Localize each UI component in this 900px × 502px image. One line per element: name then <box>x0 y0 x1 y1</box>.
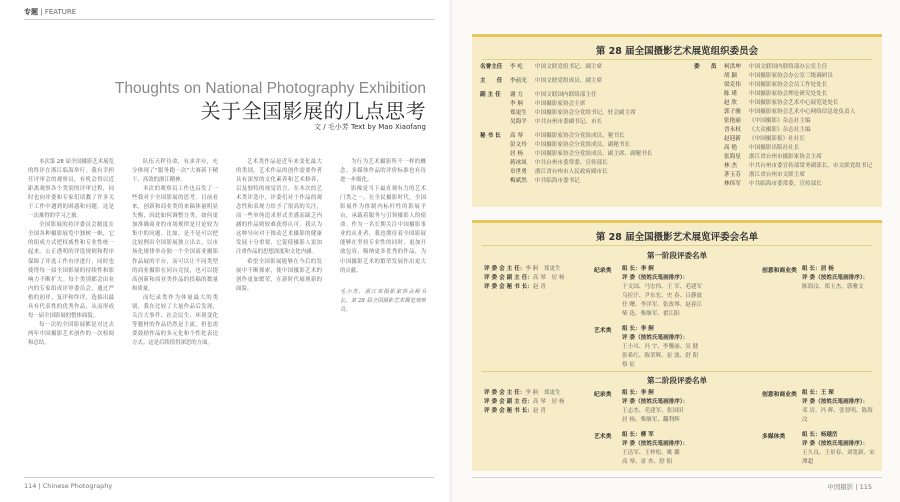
member-title: 中国摄影家协会理论研究处处长 <box>749 91 828 97</box>
member-title: 中国文联党组成员、副主席 <box>535 78 603 84</box>
jury-line: 柴 选、柴继军、翟江阳 <box>622 311 680 317</box>
committee-row <box>694 90 872 99</box>
stage-one-creative <box>802 265 878 292</box>
jury-officer-row <box>484 398 582 407</box>
member-name: 居 杨 <box>510 151 523 157</box>
paragraph: 影像是当下最直观有力的艺术门类之一。在全民摄影时代，全国影展作为体制内标杆性的影展平台，承载着服务与引领摄影人的使命。作为一名长期关注中国摄影事业的从业者，我也期待着全国影展能够在坚持专业性的同时，更加开放包容，吸纳更多优秀的作品，为中国摄影艺术的繁荣发展作出更大的贡献。 <box>340 186 426 274</box>
jury-line: 任 曙、李洋军、张改琴、赵春江 <box>622 302 703 308</box>
member-title: 《中国摄影报》社社长 <box>749 136 805 142</box>
member-name: 茅玉芬 <box>724 172 741 178</box>
magazine-name: 中国摄影 <box>827 483 854 491</box>
committee-row <box>694 117 872 126</box>
section-separator: | <box>38 8 45 16</box>
committee-role <box>480 109 510 118</box>
member-name: 郑更生 <box>510 110 527 116</box>
stage-one-documentary <box>622 265 732 319</box>
committee-role: 秘 书 长 <box>480 133 501 139</box>
jury-line: 评 委（按姓氏笔画排序）： <box>802 399 869 405</box>
officer-names: 高 琴 居 杨 <box>532 399 565 405</box>
member-name: 李 屹 <box>510 64 523 70</box>
jury-officer-row <box>484 389 582 398</box>
paragraph: 全国影展的持评委员会制度在全国各种摄影展览中独树一帜，它的组成方式把权威性和专业性统一起来。公正透明的评选规则和程序保障了评选工作有序进行，同时也使得每一届全国影展的持续性和影响力不断扩大。每个类别都会由业内的专家组成评审委员会，通过严格的初评、复评和终评，选拔出最具有代表性的优秀作品，从而形成每一届全国影展的整体面貌。 <box>28 222 114 319</box>
section-label: 专题 <box>24 8 38 16</box>
member-title: 中共临海市委书记 <box>535 178 580 184</box>
committee-role: 副 主 任 <box>480 92 501 98</box>
committee-row <box>694 72 872 81</box>
officer-names: 赵 青 <box>532 408 546 414</box>
member-title: 浙江省台州市摄影家协会主席 <box>749 154 822 160</box>
committee-row <box>694 126 872 135</box>
jury-panel <box>472 220 882 471</box>
committee-row <box>480 91 652 100</box>
page-number: 115 <box>859 483 872 491</box>
article-title-chinese: 关于全国影展的几点思考 <box>200 99 426 123</box>
committee-role <box>694 180 724 189</box>
member-title: 浙江省台州市文联主席 <box>749 172 805 178</box>
member-title: 中国文联国内联络部办公室主任 <box>749 64 828 70</box>
jury-line: 组 长：杨越峦 <box>802 432 838 438</box>
committee-role <box>480 150 510 159</box>
member-name: 赵迎新 <box>724 136 741 142</box>
member-name: 晋永权 <box>724 127 741 133</box>
officer-role: 评 委 会 主 任： <box>484 390 526 396</box>
stage-one-heading: 第一阶段评委名单 <box>647 251 707 260</box>
committee-leaders <box>480 63 652 186</box>
member-title: 中共台州市委宣传部常务副部长、市文联党组书记 <box>749 163 873 169</box>
committee-row <box>694 81 872 90</box>
jury-line: 王达军、王梓松、姚 璐 <box>622 450 680 456</box>
jury-line: 评 委（按姓氏笔画排序）： <box>622 335 689 341</box>
jury-line: 评 委（按姓氏笔画排序）： <box>802 275 869 281</box>
member-name: 蒋冰凤 <box>510 160 527 166</box>
committee-row <box>694 135 872 144</box>
officer-role: 评 委 会 秘 书 长： <box>484 284 533 290</box>
footer-right: 中国摄影 | 115 <box>827 483 872 491</box>
magazine-name: Chinese Photography <box>42 482 113 490</box>
member-name: 陈 瑾 <box>724 91 737 97</box>
committee-role <box>480 168 510 177</box>
member-name: 章世勇 <box>510 169 527 175</box>
committee-row <box>480 150 652 159</box>
committee-role: 名誉主任 <box>480 64 503 70</box>
paragraph: 队伍天秤待命，有求并应，充分体现了“服务跑一次”大赛新下精干、高效的浙江精神。 <box>132 159 218 184</box>
committee-row <box>694 171 872 180</box>
member-title: 中国摄影家协会分党组成员、副主席、副秘书长 <box>535 151 653 157</box>
stage-one-officers <box>484 265 582 292</box>
author-note: 毛小芳，浙江省摄影家协会秘书长，第 28 届全国摄影艺术展览观察员。 <box>340 288 426 313</box>
jury-line: 王志杰、毛建军、张国田 <box>622 408 684 414</box>
paragraph: 希望全国影展能够在今后的发展中不断探索，使中国摄影艺术的创作更加繁荣，在新时代展现新的面貌。 <box>236 258 322 292</box>
jury-line: 评 委（按姓氏笔画排序）： <box>622 441 689 447</box>
paragraph: 艺术类作品是近年来变化最大的类别。艺术作品的创作需要作者具有深厚的文化素养和艺术修养，以及独特的视觉语言。在本次的艺术类评选中，评委们对于作品的观念性和表现力给予了很高的关注，而一些单纯追求形式美感而缺乏内涵的作品则较难获得认可。我认为这种导向对于推动艺术摄影的健康发展十分重要，它促使摄影人更加注重作品的思想深度和文化内涵。 <box>236 159 322 256</box>
stage-two-creative <box>802 389 878 425</box>
jury-line: 评 委（按姓氏笔画排序）： <box>622 275 689 281</box>
jury-line: 评 委（按姓氏笔画排序）： <box>802 441 869 447</box>
section-header <box>24 7 76 17</box>
category-label: 创意和商业类 <box>762 268 797 274</box>
member-name: 李前光 <box>510 78 527 84</box>
paragraph: 本次第 28 届全国摄影艺术展览的终评在浙江临海举行。我有幸担任评审会的观察员，有机会得以近距离观察各个类别的评审过程，同时也向评委和专家们请教了许多关于工作中遇到的困惑和问题。这是一次难得的学习之旅。 <box>28 159 114 220</box>
organizing-committee-panel <box>472 34 882 207</box>
jury-line: 组 长：柳 军 <box>622 432 654 438</box>
committee-role <box>480 118 510 127</box>
member-name: 张海星 <box>724 154 741 160</box>
committee-row <box>694 108 872 117</box>
member-name: 林 杰 <box>724 163 737 169</box>
committee-row <box>694 63 872 72</box>
member-title: 《中国摄影》杂志社主编 <box>749 118 811 124</box>
jury-line: 组 长：李 舸 <box>622 326 654 332</box>
byline: 文 / 毛小芳 Text by Mao Xiaofang <box>313 123 426 131</box>
committee-role <box>694 117 724 126</box>
committee-row <box>694 180 872 189</box>
committee-role <box>694 126 724 135</box>
jury-officer-row <box>484 407 582 416</box>
member-title: 中国文联国内联络部主任 <box>535 92 597 98</box>
member-title: 中共临海市委常委、宣传部长 <box>749 181 822 187</box>
article-column-1 <box>28 158 114 458</box>
stage-two-officers <box>484 389 582 416</box>
member-title: 中国摄影家协会分党组成员、秘书长 <box>535 133 625 139</box>
committee-row <box>480 118 652 127</box>
member-title: 中国摄影出版社社长 <box>749 145 800 151</box>
member-name: 梅斌然 <box>510 178 527 184</box>
committee-row <box>694 144 872 153</box>
committee-role <box>694 90 724 99</box>
committee-role <box>694 135 724 144</box>
divider <box>482 371 872 372</box>
right-page <box>452 0 900 502</box>
jury-line: 高 琴、童 杏、舒 阳 <box>622 459 673 465</box>
article-title-english: Thoughts on National Photography Exhibition <box>114 80 426 97</box>
committee-role <box>694 153 724 162</box>
member-title: 中国摄影家协会会员工作处处长 <box>749 82 828 88</box>
committee-row <box>694 153 872 162</box>
member-title: 中国文联党组书记、副主席 <box>535 64 603 70</box>
committee-row <box>480 63 652 72</box>
officer-names: 高 琴 居 杨 <box>532 275 565 281</box>
committee-role <box>694 99 724 108</box>
divider <box>482 245 872 246</box>
paragraph: 而纪录类作为体量最大的类别，我在比较了大量作品后发现，关注大事件、社会民生、环境变化等题材的作品仍然是主流，但也需要鼓励作品的多元化和个性化表达方式。这是后续值得深思的方面。 <box>132 294 218 346</box>
jury-line: 陈海汶、郑玉杰、郭雅文 <box>802 284 864 290</box>
jury-line: 评 委（按姓氏笔画排序）： <box>622 399 689 405</box>
officer-names: 李 舸 郑更生 <box>525 390 561 396</box>
jury-officer-row <box>484 283 582 292</box>
category-label: 纪录类 <box>594 268 612 274</box>
stage-two-multimedia <box>802 431 878 467</box>
divider <box>482 59 872 60</box>
member-title: 中国摄影家协会主席 <box>535 101 586 107</box>
committee-role: 主 任 <box>480 78 503 84</box>
jury-line: 张希红、陈荣辉、崔 波、舒 阳 <box>622 353 699 359</box>
officer-role: 评 委 会 主 任： <box>484 266 526 272</box>
jury-officer-row <box>484 265 582 274</box>
member-name: 林伟军 <box>724 181 741 187</box>
member-title: 《大众摄影》杂志社主编 <box>749 127 811 133</box>
member-title: 中国摄影家协会艺术中心展览处处长 <box>749 100 839 106</box>
jury-line: 王久良、王景春、刘宽新、宋潭超 <box>802 450 875 465</box>
committee-row <box>480 159 652 168</box>
member-title: 中国摄影家协会办公室三级调研员 <box>749 73 833 79</box>
paragraph: 本次的观察员工作也启发了一些我对于全国影展的思考。目前看来，创新和商业类的来稿体量明显失衡，因此如何调整分类，如何更加准确商业的市场规律是讨论较为集中的问题。比如，是不是可以把比较例出全国影展独立出去，以市场化规律举办独一个全国商业摄影作品展的平台，而可以让不同类型的商业摄影在同台竞技，也可以提高创新和商业类作品的投稿的数量和质量。 <box>132 186 218 292</box>
committee-role <box>480 141 510 150</box>
officer-role: 评 委 会 秘 书 长： <box>484 408 533 414</box>
footer-left: 114 | Chinese Photography <box>24 482 113 490</box>
member-title: 中国摄影家协会艺术中心网络信息处负责人 <box>749 109 856 115</box>
committee-row <box>480 109 652 118</box>
article-column-3 <box>236 158 322 458</box>
member-name: 梁克伟 <box>724 82 741 88</box>
member-name: 谢 力 <box>510 92 523 98</box>
officer-role: 评 委 会 副 主 任： <box>484 275 533 281</box>
jury-line: 蔡 征 <box>622 362 635 368</box>
committee-row <box>694 99 872 108</box>
committee-role <box>694 144 724 153</box>
header-rule <box>24 19 434 20</box>
jury-title: 第 28 届全国摄影艺术展览评委会名单 <box>595 232 759 243</box>
stage-one-art <box>622 325 732 370</box>
footer-rule <box>24 477 434 478</box>
category-label: 艺术类 <box>594 328 612 334</box>
committee-members <box>694 63 872 189</box>
officer-names: 赵 青 <box>532 284 546 290</box>
jury-officer-row <box>484 274 582 283</box>
member-name: 郭子骏 <box>724 109 741 115</box>
committee-role <box>694 162 724 171</box>
article-column-2 <box>132 158 218 458</box>
footer-rule <box>472 477 882 478</box>
member-title: 浙江省台州市人民政府副市长 <box>535 169 608 175</box>
jury-line: 居 杨、柴继军、翻利辉 <box>622 417 680 423</box>
jury-line: 邓 岩、冯 辉、张智明、陈海汶 <box>802 408 873 423</box>
jury-line: 组 长：李 舸 <box>622 390 654 396</box>
committee-row <box>694 162 872 171</box>
member-name: 胡 颖 <box>724 73 737 79</box>
jury-line: 于文国、马宏伟、王 军、毛建军 <box>622 284 703 290</box>
member-name: 吴海平 <box>510 119 527 125</box>
committee-role <box>480 159 510 168</box>
stage-two-documentary <box>622 389 732 425</box>
committee-role <box>694 81 724 90</box>
category-label: 纪录类 <box>594 392 612 398</box>
article-column-4 <box>340 158 426 458</box>
committee-role: 委 员 <box>694 64 717 70</box>
committee-role <box>694 108 724 117</box>
committee-role <box>694 171 724 180</box>
committee-row <box>480 77 652 86</box>
member-name: 彭文玲 <box>510 142 527 148</box>
category-label: 多媒体类 <box>762 434 786 440</box>
member-name: 柯洪坤 <box>724 64 741 70</box>
officer-names: 李 舸 郑更生 <box>525 266 561 272</box>
section-english-label: FEATURE <box>44 8 77 16</box>
committee-role <box>480 177 510 186</box>
committee-row <box>480 177 652 186</box>
stage-two-heading: 第二阶段评委名单 <box>647 376 707 385</box>
committee-row <box>480 132 652 141</box>
committee-title: 第 28 届全国摄影艺术展览组织委员会 <box>595 46 759 57</box>
stage-two-art <box>622 431 732 467</box>
member-name: 高 艳 <box>724 145 737 151</box>
member-name: 高 琴 <box>510 133 523 139</box>
category-label: 创意和商业类 <box>762 392 797 398</box>
member-name: 赵 欣 <box>724 100 737 106</box>
committee-row <box>480 141 652 150</box>
page-number: 114 <box>24 482 37 490</box>
committee-row <box>480 100 652 109</box>
jury-line: 王小川、冯 宇、李馨丽、吴 健 <box>622 344 699 350</box>
jury-line: 组 长：王 琛 <box>802 390 834 396</box>
committee-row <box>480 168 652 177</box>
member-title: 中国摄影家协会分党组成员、副秘书长 <box>535 142 631 148</box>
member-title: 中共台州市委常委、宣传部长 <box>535 160 608 166</box>
jury-line: 乌拉汗、尹东宏、史 春、吕静波 <box>622 293 703 299</box>
committee-role <box>694 72 724 81</box>
officer-role: 评 委 会 副 主 任： <box>484 399 533 405</box>
member-name: 李 舸 <box>510 101 523 107</box>
committee-role <box>480 100 510 109</box>
paragraph: 为行为艺术摄影所不一样的概念。多媒体作品的评价标准也有待进一步细化。 <box>340 159 426 184</box>
member-name: 张艳丽 <box>724 118 741 124</box>
member-title: 中共台州市委副书记、市长 <box>535 119 603 125</box>
paragraph: 每一次的全国影展都是对过去两年中国摄影艺术创作的一次检阅和总结。 <box>28 321 114 346</box>
jury-line: 组 长：居 杨 <box>802 266 834 272</box>
jury-line: 组 长：李 舸 <box>622 266 654 272</box>
member-title: 中国摄影家协会分党组书记、驻会副主席 <box>535 110 636 116</box>
category-label: 艺术类 <box>594 434 612 440</box>
